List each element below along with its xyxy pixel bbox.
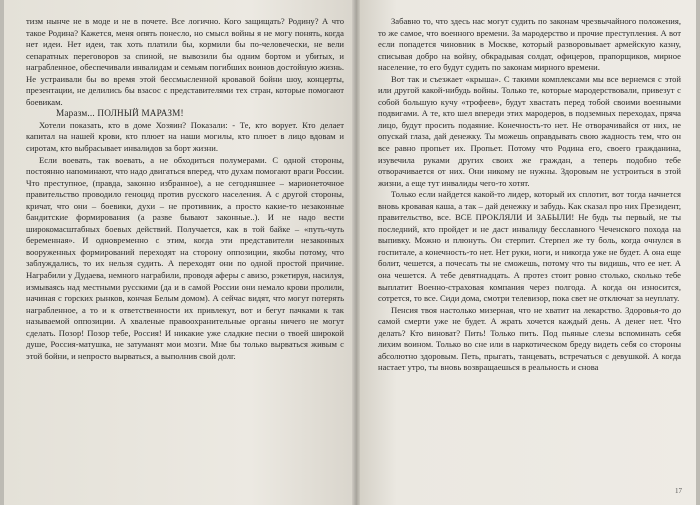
paragraph: Только если найдется какой-то лидер, который их сплотит, вот тогда начнется вновь кровавая каша, а так – дай денежку и забудь. Как сказал про них Президент, правительство, все. ВСЕ ПРОКЛЯЛИ И ЗАБЫЛИ! Не будь ты первый, не ты последний, кто пройдет и не даст инвалиду бесславного Чеченского похода на выпивку. Можно и плюнуть. Он стерпит. Стерпел же ту боль, когда очнулся в госпитале, а конечность-то нет. Нет руки, ноги, и никогда уже не будет. А она еще болит, чешется, а почесать ты не сможешь, потому что ты видишь, что ее нет. А она чешется. А тебе девятнадцать. А протез стоит ровно столько, сколько тебе выплатит Военно-страховая компания через полгода. А когда он износится, сотрется, то все. Сиди дома, смотри телевизор, пока свет не отключат за неуплату.: [378, 189, 681, 304]
paragraph: Забавно то, что здесь нас могут судить по законам чрезвычайного положения, то же самое, что военного времени. За мародерство и прочие преступления. А вот если попадется чиновник в Москве, который разворовывает армейскую казну, списывая добро на войну, обкрадывая солдат, офицеров, прапорщиков, мирное население, то его будут судить по законам мирного времени.: [378, 16, 681, 73]
paragraph: Хотели показать, кто в доме Хозяин? Показали: - Те, кто ворует. Кто делает капитал на нашей крови, кто плюет на наши могилы, кто плюет в лицо вдовам и сиротам, кто выбрасывает инвалидов за борт жизни.: [26, 119, 344, 154]
paragraph: Если воевать, так воевать, а не обходиться полумерами. С одной стороны, постоянно напоминают, что надо двигаться вперед, что духам помогают враги России. Что преступное, (правда, законно избранное), а не сегодняшнее – марионеточное правительство проводило геноцид против русского населения. А с другой стороны, кричат, что они – боевики, духи – не противник, а просто какие-то незаконные бандитские формирования (а разве бывают законные..). И не надо вести широкомасштабных боевых действий. Получается, как в той байке – «путь-чуть беременная». И одновременно с этим, когда эти представители незаконных вооруженных формирований переходят на сторону оппозиции, якобы потому, что заблуждались, то их нельзя судить. А переходят они по одной простой причине. Награбили у Дудаева, немного награбили, проводя аферы с авизо, рэкетируя, насилуя, измываясь над местными русскими (да и в самой России они немало крови пролили, начиная с горских рынков, кончая Белым домом). А сейчас видят, что могут потерять награбленное, а то и к ответственности их привлекут, вот и бегут пачками к так называемой оппозиции. А хваленые правоохранительные органы ничего не могут сделать. Позор! Позор тебе, Россия! И никакие уже сладкие песни о твоей широкой душе, Россия-матушка, не затуманят мои мозги. Мне бы только вырваться живым с этой бойни, и непросто вырваться, а выполнив свой долг.: [26, 154, 344, 361]
paragraph: Вот так и съезжает «крыша». С такими комплексами мы все вернемся с этой или другой какой-нибудь войны. Только те, которые мародерствовали, привезут с собой большую кучу «трофеев», будут хвастать перед тобой своими военными подвигами. А те, кто шел впереди этих мародеров, в подземных переходах, пряча лицо, будут просить подаяние. Конечность-то нет. Не отворачивайся от них, не опускай глаза, дай денежку. Ты можешь оправдывать свою жадность тем, что он все равно пропьет их. Пропьет. Потому что Родина его, своего гражданина, изувечила руками других своих же граждан, а теперь подобно тебе отворачивается от них. Они никому не нужны. Здоровым не устроиться в этой жизни, а еще тут инвалиды чего-то хотят.: [378, 73, 681, 188]
left-page: [4, 0, 356, 505]
section-heading: Маразм... ПОЛНЫЙ МАРАЗМ!: [56, 108, 184, 119]
left-page-text: [26, 16, 344, 362]
right-page-text: [378, 16, 681, 374]
paragraph: Пенсия твоя настолько мизерная, что не хватит на лекарство. Здоровья-то до самой смерти уже не будет. А жрать хочется каждый день. А денег нет. Что делать? Кто виноват? Пить! Только пить. Под пьяные слезы вспоминать себя лихим воином. Только во сне или в наркотическом бреду видеть себя со стороны абсолютно здоровым. Петь, прыгать, танцевать, встречаться с девушкой. А когда настает утро, ты вновь возвращаешься в реальность и снова: [378, 304, 681, 373]
page-number: 17: [675, 487, 682, 495]
paragraph: тизм нынче не в моде и не в почете. Все логично. Кого защищать? Родину? А что такое Родина? Кажется, меня опять понесло, но смысл войны я не могу понять, когда нет идеи. Нет идеи, так хоть платили бы, кормили бы по-человечески, не вели сепаратных переговоров за спиной, не вывозили бы одним бортом и убитых, и награбленное, обеспечивали инвалидам и семьям погибших воинов достойную жизнь. Не устраивали бы во время этой бессмысленной кровавой бойни шоу, концерты, презентации, не делились бы взасос с представителями тех стран, которые помогают боевикам.: [26, 16, 344, 107]
book-gutter: [352, 0, 360, 505]
right-page: [356, 0, 696, 505]
book-spread: [4, 0, 696, 505]
